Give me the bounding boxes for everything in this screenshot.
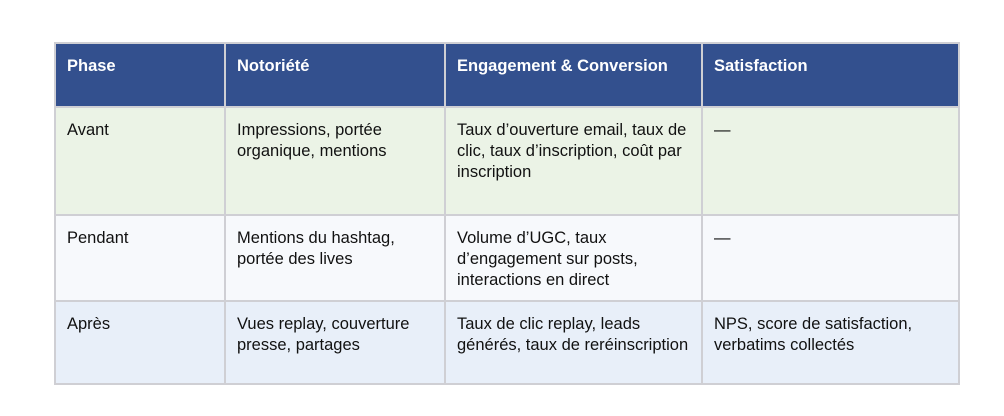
cell-engagement-conversion: Taux d’ouverture email, taux de clic, taux d’inscription, coût par inscription — [445, 107, 702, 215]
cell-notoriete: Mentions du hashtag, portée des lives — [225, 215, 445, 301]
header-satisfaction: Satisfaction — [702, 43, 959, 107]
cell-satisfaction: — — [702, 107, 959, 215]
table-header-row — [55, 43, 959, 107]
cell-satisfaction: NPS, score de satisfaction, verbatims collectés — [702, 301, 959, 384]
cell-phase: Après — [55, 301, 225, 384]
cell-engagement-conversion: Volume d’UGC, taux d’engagement sur posts, interactions en direct — [445, 215, 702, 301]
table-row-apres — [55, 301, 959, 384]
kpi-phase-table — [54, 42, 960, 385]
cell-notoriete: Impressions, portée organique, mentions — [225, 107, 445, 215]
header-notoriete: Notoriété — [225, 43, 445, 107]
cell-satisfaction: — — [702, 215, 959, 301]
cell-engagement-conversion: Taux de clic replay, leads générés, taux de reréinscription — [445, 301, 702, 384]
table-row-avant — [55, 107, 959, 215]
header-phase: Phase — [55, 43, 225, 107]
cell-phase: Pendant — [55, 215, 225, 301]
cell-phase: Avant — [55, 107, 225, 215]
cell-notoriete: Vues replay, couverture presse, partages — [225, 301, 445, 384]
header-engagement-conversion: Engagement & Conversion — [445, 43, 702, 107]
table-row-pendant — [55, 215, 959, 301]
